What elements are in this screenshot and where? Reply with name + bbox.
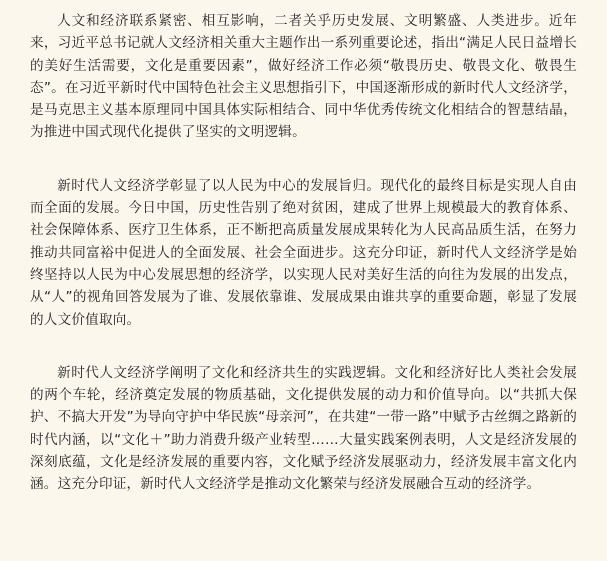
paragraph-people-centered: 新时代人文经济学彰显了以人民为中心的发展旨归。现代化的最终目标是实现人自由而全面的发展。今日中国，历史性告别了绝对贫困，建成了世界上规模最大的教育体系、社会保障体系、医疗卫生体系，正不断把高质量发展成果转化为人民高品质生活，在努力推动共同富裕中促进人的全面发展、社会全面进步。这充分印证，新时代人文经济学是始终坚持以人民为中心发展思想的经济学，以实现人民对美好生活的向往为发展的出发点，从“人”的视角回答发展为了谁、发展依靠谁、发展成果由谁共享的重要命题，彰显了发展的人文价值取向。 [30,177,577,328]
paragraph-intro: 人文和经济联系紧密、相互影响，二者关乎历史发展、文明繁盛、人类进步。近年来，习近平总书记就人文经济相关重大主题作出一系列重要论述，指出“满足人民日益增长的美好生活需要，文化是重要因素”，做好经济工作必须“敬畏历史、敬畏文化、敬畏生态”。在习近平新时代中国特色社会主义思想指引下，中国逐渐形成的新时代人文经济学，是马克思主义基本原理同中国具体实际相结合、同中华优秀传统文化相结合的智慧结晶，为推进中国式现代化提供了坚实的文明逻辑。 [30,13,577,141]
paragraph-culture-economy: 新时代人文经济学阐明了文化和经济共生的实践逻辑。文化和经济好比人类社会发展的两个车轮，经济奠定发展的物质基础，文化提供发展的动力和价值导向。以“共抓大保护、不搞大开发”为导向守护中华民族“母亲河”，在共建“一带一路”中赋予古丝绸之路新的时代内涵，以“文化＋”助力消费升级产业转型……大量实践案例表明，人文是经济发展的深刻底蕴，文化是经济发展的重要内容，文化赋予经济发展驱动力，经济发展丰富文化内涵。这充分印证，新时代人文经济学是推动文化繁荣与经济发展融合互动的经济学。 [30,364,577,493]
